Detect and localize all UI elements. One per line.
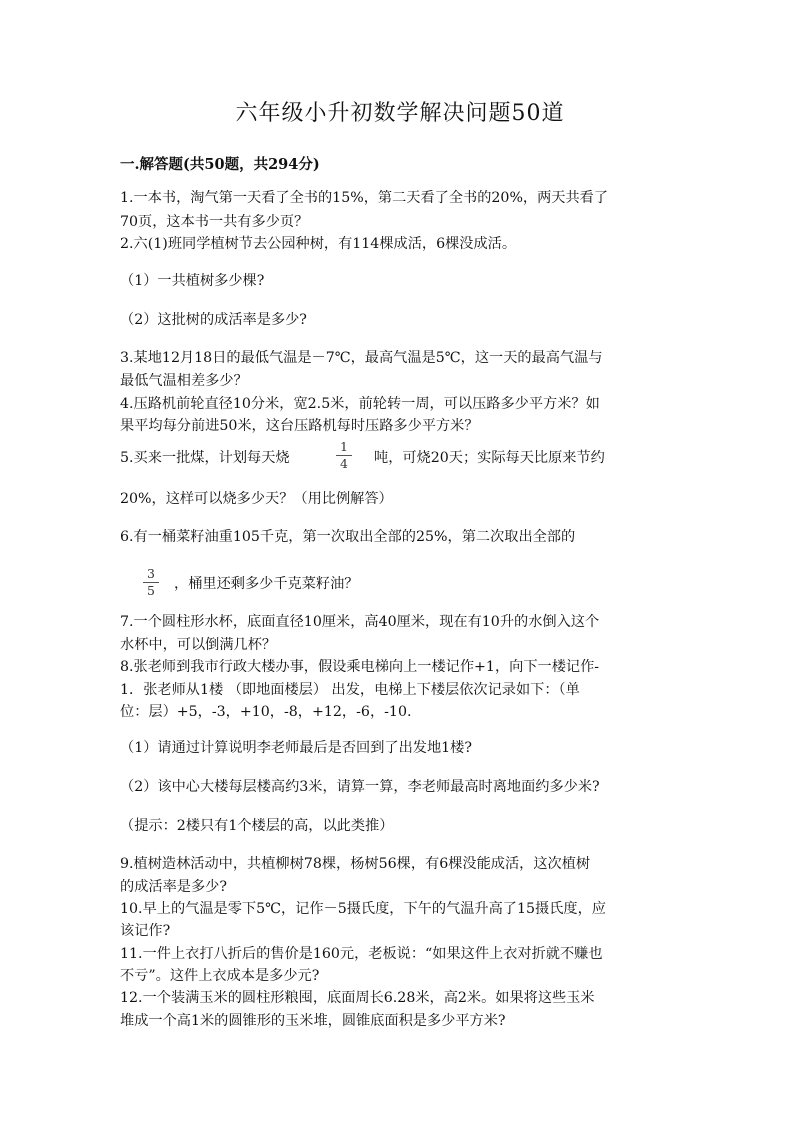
text-line: ，桶里还剩多少千克菜籽油？ [174,576,359,592]
text-line: 3.某地12月18日的最低气温是－7℃，最高气温是5℃，这一天的最高气温与 [120,350,603,366]
text-line: 9.植树造林活动中，共植柳树78棵，杨树56棵，有6棵没能成活，这次植树 [120,856,591,872]
text-line: 1．张老师从1楼 （即地面楼层） 出发，电梯上下楼层依次记录如下：（单 [120,682,580,698]
text-line: 12.一个装满玉米的圆柱形粮囤，底面周长6.28米，高2米。如果将这些玉米 [120,990,595,1006]
text-line: 7.一个圆柱形水杯，底面直径10厘米，高40厘米，现在有10升的水倒入这个 [120,614,600,630]
fraction-numerator: 3 [147,566,155,581]
text-line: 8.张老师到我市行政大楼办事，假设乘电梯向上一楼记作+1，向下一楼记作- [120,659,600,675]
fraction-numerator: 1 [340,439,348,454]
text-line: 堆成一个高1米的圆锥形的玉米堆，圆锥底面积是多少平方米? [120,1013,506,1029]
text-line: 10.早上的气温是零下5℃，记作－5摄氏度，下午的气温升高了15摄氏度，应 [120,901,606,917]
text-line: 2.六(1)班同学植树节去公园种树，有114棵成活，6棵没成活。 [120,236,517,252]
text-line: 5.买来一批煤，计划每天烧 [120,450,290,466]
text-line: 6.有一桶菜籽油重105千克，第一次取出全部的25%，第二次取出全部的 [120,529,576,545]
text-line: 不亏”。这件上衣成本是多少元? [120,968,320,984]
text-line: 11.一件上衣打八折后的售价是160元，老板说：“如果这件上衣对折就不赚也 [120,946,603,962]
text-line: 水杯中，可以倒满几杯？ [120,637,277,653]
text-line: （1）一共植树多少棵? [120,273,265,289]
fraction-three-fifths [143,567,159,598]
fraction-denominator: 5 [147,583,155,598]
text-line: 20%，这样可以烧多少天？（用比例解答） [120,491,393,507]
text-line: 最低气温相差多少？ [120,373,248,389]
text-line: 吨，可烧20天；实际每天比原来节约 [374,450,605,466]
text-line: 70页，这本书一共有多少页？ [120,214,309,230]
text-line: 的成活率是多少? [120,879,227,895]
text-line: （2）这批树的成活率是多少? [120,312,307,328]
text-line: 4.压路机前轮直径10分米，宽2.5米，前轮转一周，可以压路多少平方米？如 [120,396,600,412]
page-title: 六年级小升初数学解决问题50道 [235,101,565,126]
section-heading: 一.解答题(共50题，共294分) [120,156,320,173]
text-line: 果平均每分前进50米，这台压路机每时压路多少平方米？ [120,418,479,434]
text-line: （1）请通过计算说明李老师最后是否回到了出发地1楼? [120,740,472,756]
text-line: （2）该中心大楼每层楼高约3米，请算一算，李老师最高时离地面约多少米? [120,779,600,795]
text-line: 1.一本书，淘气第一天看了全书的15%，第二天看了全书的20%，两天共看了 [120,190,609,206]
fraction-denominator: 4 [340,456,348,471]
text-line: （提示：2楼只有1个楼层的高，以此类推） [120,818,394,834]
text-line: 位：层）+5，-3，+10，-8，+12，-6，-10. [120,704,412,720]
fraction-one-quarter [336,440,352,471]
text-line: 该记作? [120,923,171,939]
